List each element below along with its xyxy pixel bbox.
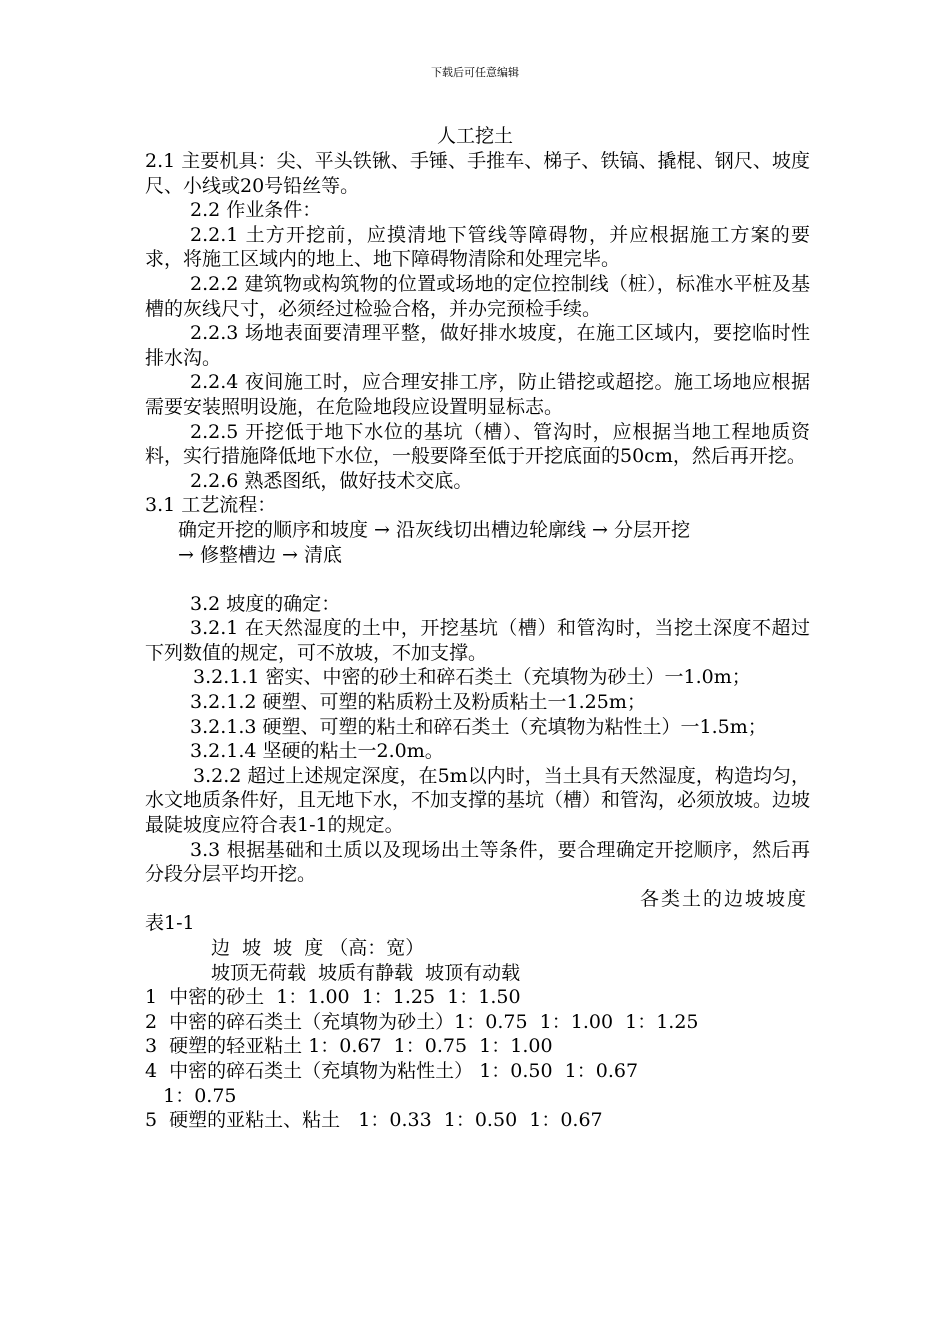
table-caption: 各类土的边坡坡度 xyxy=(639,887,808,910)
table-label: 表1-1 xyxy=(145,912,195,935)
paragraph-2-2-6: 2.2.6 熟悉图纸，做好技术交底。 xyxy=(190,469,473,492)
table-row: 1 中密的砂土 1：1.00 1：1.25 1：1.50 xyxy=(145,986,521,1009)
table-row: 5 硬塑的亚粘土、粘土 1：0.33 1：0.50 1：0.67 xyxy=(145,1109,603,1132)
table-row: 4 中密的碎石类土（充填物为粘性土） 1：0.50 1：0.67 xyxy=(145,1059,639,1082)
table-row: 2 中密的碎石类土（充填物为砂土）1：0.75 1：1.00 1：1.25 xyxy=(145,1010,699,1033)
paragraph-2-2-1: 2.2.1 土方开挖前，应摸清地下管线等障碍物，并应根据施工方案的要求，将施工区域内的地上、地下障碍物清除和处理完毕。 xyxy=(145,223,810,271)
paragraph-3-2-1-4: 3.2.1.4 坚硬的粘土一2.0m。 xyxy=(190,740,444,763)
paragraph-3-2-1: 3.2.1 在天然湿度的土中，开挖基坑（槽）和管沟时，当挖土深度不超过下列数值的规定，可不放坡，不加支撑。 xyxy=(145,617,810,664)
document-title: 人工挖土 xyxy=(436,125,513,147)
blank-line xyxy=(145,567,810,592)
paragraph-2-2-4: 2.2.4 夜间施工时，应合理安排工序，防止错挖或超挖。施工场地应根据需要安装照明设施，在危险地段应设置明显标志。 xyxy=(145,371,810,418)
process-flow-line-1: 确定开挖的顺序和坡度 → 沿灰线切出槽边轮廓线 → 分层开挖 xyxy=(178,518,690,541)
paragraph-2-2-2: 2.2.2 建筑物或构筑物的位置或场地的定位控制线（桩），标准水平桩及基槽的灰线尺寸，必须经过检验合格，并办完预检手续。 xyxy=(145,272,810,320)
table-group-header: 边 坡 坡 度 （高：宽） xyxy=(211,937,425,959)
paragraph-2-2: 2.2 作业条件： xyxy=(190,199,322,222)
page-header: 下载后可任意编辑 xyxy=(431,66,519,79)
paragraph-3-2-1-3: 3.2.1.3 硬塑、可塑的粘土和碎石类土（充填物为粘性土）一1.5m； xyxy=(190,715,767,738)
paragraph-2-2-3: 2.2.3 场地表面要清理平整，做好排水坡度，在施工区域内，要挖临时性排水沟。 xyxy=(145,322,810,369)
paragraph-3-2: 3.2 坡度的确定： xyxy=(190,592,341,615)
paragraph-3-2-1-1: 3.2.1.1 密实、中密的砂土和碎石类土（充填物为砂土）一1.0m； xyxy=(193,666,751,689)
document-body xyxy=(145,149,810,1133)
paragraph-3-1: 3.1 工艺流程： xyxy=(145,494,277,517)
process-flow-line-2: → 修整槽边 → 清底 xyxy=(178,543,342,566)
paragraph-3-3: 3.3 根据基础和土质以及现场出土等条件，要合理确定开挖顺序，然后再分段分层平均开挖。 xyxy=(145,838,810,886)
table-row: 3 硬塑的轻亚粘土 1：0.67 1：0.75 1：1.00 xyxy=(145,1035,553,1058)
paragraph-3-2-1-2: 3.2.1.2 硬塑、可塑的粘质粉土及粉质粘土一1.25m； xyxy=(190,691,646,714)
paragraph-3-2-2: 3.2.2 超过上述规定深度，在5m以内时，当土具有天然湿度，构造均匀，水文地质条件好，且无地下水，不加支撑的基坑（槽）和管沟，必须放坡。边坡最陡坡度应符合表1-1的规定。 xyxy=(145,764,811,837)
paragraph-2-1: 2.1 主要机具：尖、平头铁锹、手锤、手推车、梯子、铁镐、撬棍、钢尺、坡度尺、小线或20号铅丝等。 xyxy=(145,150,810,197)
table-row-continuation: 1：0.75 xyxy=(145,1084,237,1107)
paragraph-2-2-5: 2.2.5 开挖低于地下水位的基坑（槽）、管沟时，应根据当地工程地质资料，实行措施降低地下水位，一般要降至低于开挖底面的50cm，然后再开挖。 xyxy=(145,420,810,468)
table-column-header: 坡顶无荷载 坡质有静载 坡顶有动载 xyxy=(211,961,521,984)
